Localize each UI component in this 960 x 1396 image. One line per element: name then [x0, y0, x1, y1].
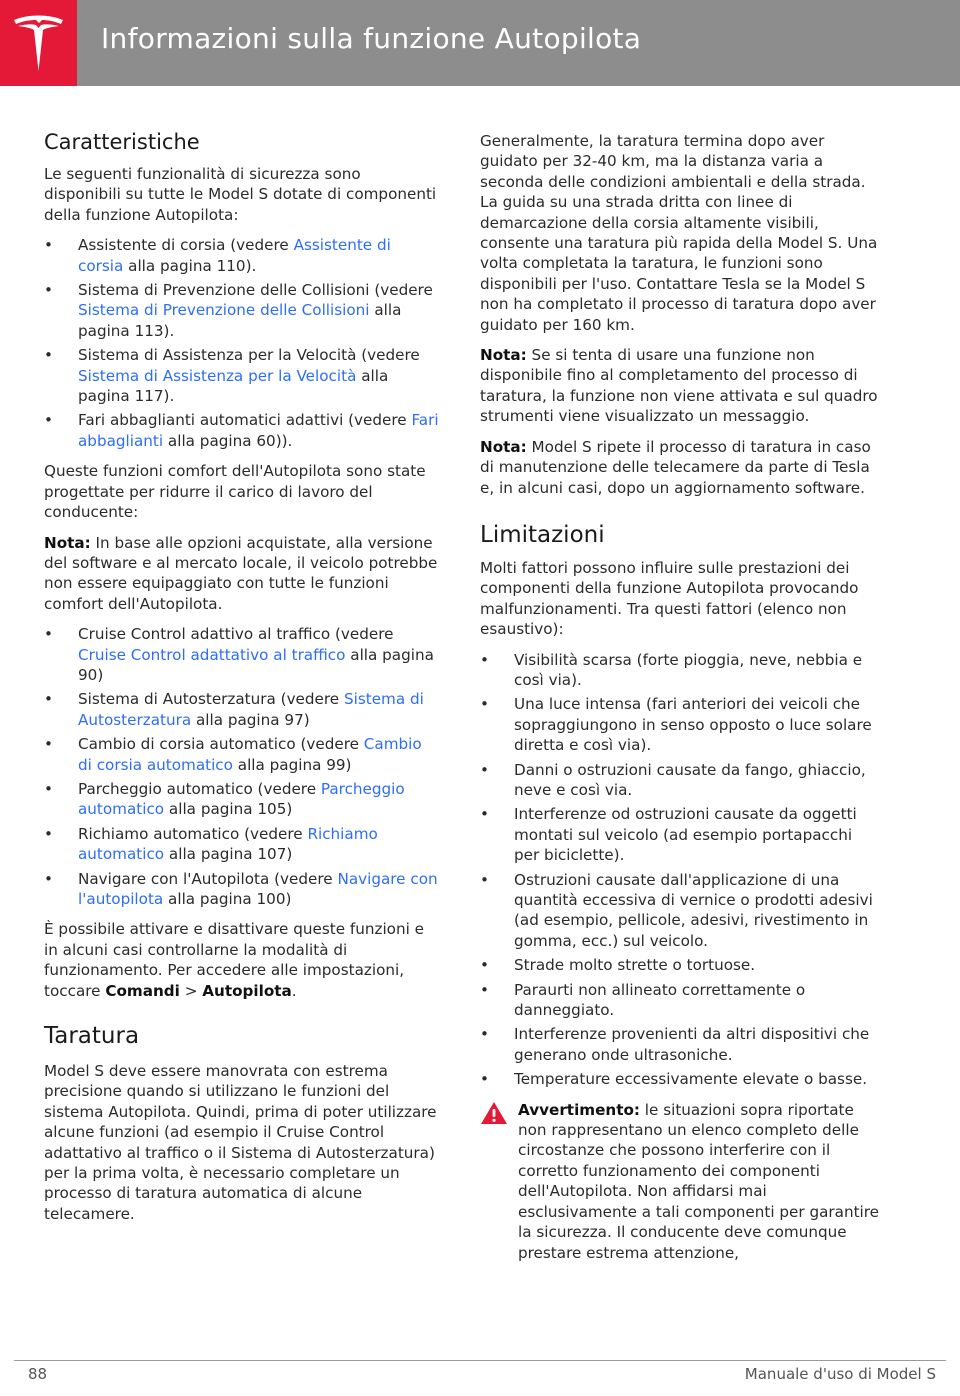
- note-paragraph: [44, 533, 440, 615]
- list-item-text: Sistema di Autosterzatura (vedere: [78, 690, 344, 709]
- note-label: Nota:: [480, 346, 527, 365]
- list-item-text: Sistema di Assistenza per la Velocità (vedere: [78, 346, 420, 365]
- list-item: [44, 689, 440, 730]
- list-item-text: Cambio di corsia automatico (vedere: [78, 735, 364, 754]
- warning-block: [480, 1100, 880, 1263]
- list-item: [44, 869, 440, 910]
- logo-box: [0, 0, 77, 86]
- warning-text: le situazioni sopra riportate non rappresentano un elenco completo delle circostanze che possono interferire con il corretto funzionamento dei componenti dell'Autopilota. Non affidarsi mai esclusivamente a tali componenti per garantire la sicurezza. Il conducente deve comunque prestare estrema attenzione,: [518, 1100, 880, 1262]
- intro-paragraph: Le seguenti funzionalità di sicurezza sono disponibili su tutte le Model S dotate di componenti della funzione Autopilota:: [44, 165, 437, 224]
- settings-text: È possibile attivare e disattivare queste funzioni e in alcuni casi controllarne la modalità di funzionamento. Per accedere alle impostazioni, toccare: [44, 920, 424, 1000]
- list-item-text: Navigare con l'Autopilota (vedere: [78, 869, 338, 888]
- list-item-text: Fari abbaglianti automatici adattivi (vedere: [78, 411, 412, 430]
- cross-reference-link[interactable]: Sistema di Assistenza per la Velocità: [78, 366, 357, 385]
- list-item: • Strade molto strette o tortuose.: [480, 955, 880, 975]
- settings-end: .: [291, 981, 297, 1000]
- cross-reference-link[interactable]: Sistema di Prevenzione delle Collisioni: [78, 301, 370, 320]
- heading-limitazioni: Limitazioni: [480, 521, 605, 548]
- comfort-features-list: [44, 624, 440, 909]
- list-item: [44, 824, 440, 865]
- settings-separator: >: [179, 981, 203, 1000]
- list-item: [44, 345, 440, 406]
- list-item: • Ostruzioni causate dall'applicazione di una quantità eccessiva di vernice o prodotti adesivi (ad esempio, pellicole, adesivi, rivestimento in gomma, ecc.) sul veicolo.: [480, 870, 880, 952]
- cross-reference-link[interactable]: Cambio di corsia automatico: [78, 735, 422, 774]
- list-item-text: Sistema di Prevenzione delle Collisioni (vedere: [78, 281, 433, 300]
- note-label: Nota:: [480, 437, 527, 456]
- page-reference: alla pagina 97): [191, 710, 310, 729]
- page-number: 88: [28, 1365, 48, 1383]
- list-item: • Una luce intensa (fari anteriori dei veicoli che sopraggiungono in senso opposto o luce solare diretta e così via).: [480, 694, 880, 755]
- limitations-intro: Molti fattori possono influire sulle prestazioni dei componenti della funzione Autopilota provocando malfunzionamenti. Tra questi fattori (elenco non esaustivo):: [480, 558, 859, 639]
- note-text: Se si tenta di usare una funzione non disponibile fino al completamento del processo di taratura, la funzione non viene attivata e sul quadro strumenti viene visualizzato un messaggio.: [480, 346, 878, 426]
- list-item-text: Assistente di corsia (vedere: [78, 236, 294, 255]
- right-column: [480, 131, 880, 1273]
- tesla-logo-icon: [12, 14, 65, 72]
- list-item: • Interferenze od ostruzioni causate da oggetti montati sul veicolo (ad esempio portapacchi per biciclette).: [480, 804, 880, 865]
- settings-autopilot-label: Autopilota: [202, 981, 292, 1000]
- list-item: • Paraurti non allineato correttamente o danneggiato.: [480, 980, 880, 1021]
- cross-reference-link[interactable]: Assistente di corsia: [78, 236, 391, 275]
- cross-reference-link[interactable]: Fari abbaglianti: [78, 411, 439, 450]
- left-column: [44, 130, 440, 1234]
- cross-reference-link[interactable]: Richiamo automatico: [78, 824, 378, 864]
- list-item: [44, 624, 440, 685]
- list-item: [44, 734, 440, 775]
- list-item: • Temperature eccessivamente elevate o basse.: [480, 1069, 880, 1089]
- limitations-list: [480, 650, 880, 1090]
- cross-reference-link[interactable]: Parcheggio automatico: [78, 779, 405, 819]
- footer-divider: [14, 1360, 946, 1361]
- list-item: • Danni o ostruzioni causate da fango, ghiaccio, neve e così via.: [480, 760, 880, 801]
- settings-paragraph: [44, 919, 440, 1001]
- list-item-text: Richiamo automatico (vedere: [78, 824, 308, 843]
- page-reference: alla pagina 113).: [78, 301, 402, 340]
- calibration-paragraph: Generalmente, la taratura termina dopo aver guidato per 32-40 km, ma la distanza varia a seconda delle condizioni ambientali e della strada. La guida su una strada dritta con linee di demarcazione della corsia altamente visibili, consente una taratura più rapida della Model S. Una volta completata la taratura, le funzioni sono disponibili per l'uso. Contattare Tesla se la Model S non ha completato il processo di taratura dopo aver guidato per 160 km.: [480, 132, 878, 334]
- list-item: [44, 235, 440, 276]
- note-paragraph-1: [480, 345, 880, 427]
- cross-reference-link[interactable]: Cruise Control adattativo al traffico: [78, 645, 346, 664]
- page-reference: alla pagina 90): [78, 645, 434, 684]
- list-item: [44, 410, 440, 451]
- heading-caratteristiche: Caratteristiche: [44, 130, 200, 154]
- list-item-text: Cruise Control adattivo al traffico (vedere: [78, 625, 394, 644]
- taratura-paragraph: Model S deve essere manovrata con estrema precisione quando si utilizzano le funzioni del sistema Autopilota. Quindi, prima di poter utilizzare alcune funzioni (ad esempio il Cruise Control adattativo al traffico o il Sistema di Autosterzatura) per la prima volta, è necessario completare un processo di taratura automatica di alcune telecamere.: [44, 1062, 437, 1223]
- manual-title: Manuale d'uso di Model S: [744, 1365, 936, 1383]
- page-reference: alla pagina 60)).: [163, 431, 293, 450]
- warning-triangle-icon: [480, 1101, 508, 1125]
- page-reference: alla pagina 110).: [123, 256, 257, 275]
- page-reference: alla pagina 117).: [78, 366, 389, 406]
- note-text: Model S ripete il processo di taratura in caso di manutenzione delle telecamere da parte di Tesla e, in alcuni casi, dopo un aggiornamento software.: [480, 437, 871, 497]
- list-item: [44, 779, 440, 820]
- cross-reference-link[interactable]: Sistema di Autosterzatura: [78, 690, 424, 729]
- settings-controls-label: Comandi: [105, 981, 180, 1000]
- comfort-intro-paragraph: Queste funzioni comfort dell'Autopilota sono state progettate per ridurre il carico di lavoro del conducente:: [44, 462, 426, 522]
- list-item: • Visibilità scarsa (forte pioggia, neve, nebbia e così via).: [480, 650, 880, 691]
- heading-taratura: Taratura: [44, 1023, 140, 1050]
- page-reference: alla pagina 99): [232, 755, 352, 774]
- note-paragraph-2: [480, 437, 880, 498]
- safety-features-list: [44, 235, 440, 451]
- cross-reference-link[interactable]: Navigare con l'autopilota: [78, 869, 438, 908]
- page-reference: alla pagina 105): [164, 800, 293, 819]
- list-item-text: Parcheggio automatico (vedere: [78, 779, 321, 798]
- note-text: In base alle opzioni acquistate, alla versione del software e al mercato locale, il veicolo potrebbe non essere equipaggiato con tutte le funzioni comfort dell'Autopilota.: [44, 533, 438, 613]
- page-header: [0, 0, 960, 86]
- list-item: [44, 280, 440, 341]
- note-label: Nota:: [44, 533, 91, 552]
- warning-label: Avvertimento:: [518, 1100, 640, 1119]
- page-reference: alla pagina 107): [164, 845, 293, 864]
- page-reference: alla pagina 100): [163, 890, 292, 908]
- list-item: • Interferenze provenienti da altri dispositivi che generano onde ultrasoniche.: [480, 1024, 880, 1065]
- page-title: Informazioni sulla funzione Autopilota: [101, 22, 642, 55]
